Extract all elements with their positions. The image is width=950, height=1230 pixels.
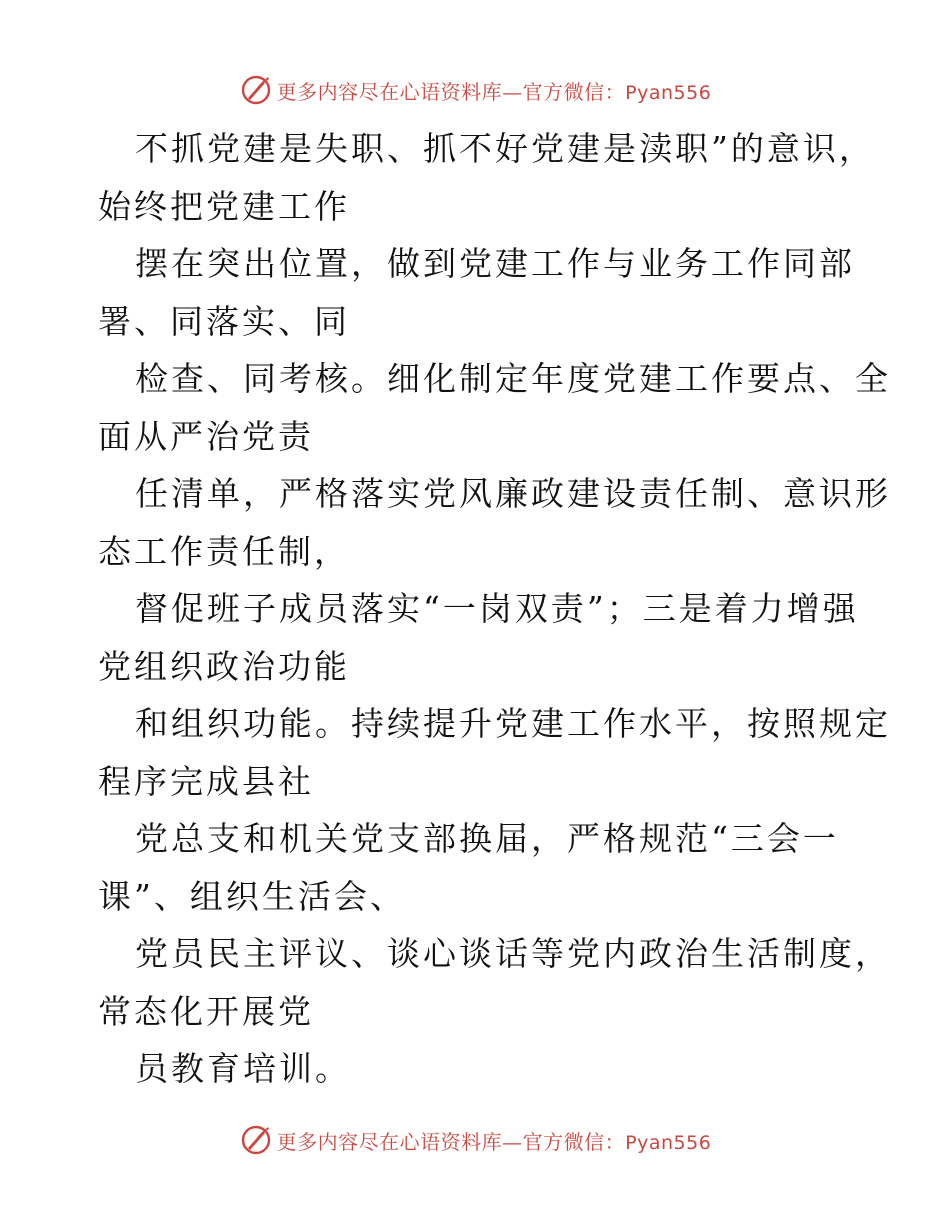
document-line: 任清单，严格落实党风廉政建设责任制、意识形 (135, 474, 891, 513)
document-line: 署、同落实、同 (98, 301, 350, 341)
document-line: 不抓党建是失职、抓不好党建是渎职”的意识， (135, 129, 875, 168)
header-banner (0, 70, 950, 110)
document-line: 常态化开展党 (98, 991, 314, 1031)
document-line: 始终把党建工作 (98, 186, 350, 226)
header-separator: — (502, 79, 523, 104)
document-line: 党组织政治功能 (98, 646, 350, 686)
header-site-text: 更多内容尽在心语资料库 (276, 79, 503, 104)
document-line: 党总支和机关党支部换届，严格规范“三会一 (135, 819, 839, 858)
document-line: 课”、组织生活会、 (98, 876, 406, 916)
footer-banner-text (277, 1126, 712, 1155)
document-line: 督促班子成员落实“一岗双责”；三是着力增强 (135, 589, 859, 628)
document-body (98, 120, 891, 1098)
footer-banner (0, 1120, 950, 1160)
document-line: 摆在突出位置，做到党建工作与业务工作同部 (135, 244, 855, 283)
document-line: 党员民主评议、谈心谈话等党内政治生活制度， (135, 934, 891, 973)
footer-wechat-label: 官方微信： (522, 1129, 626, 1154)
footer-wechat-id: Pyan556 (625, 1131, 712, 1154)
document-line: 检查、同考核。细化制定年度党建工作要点、全 (135, 359, 891, 398)
document-line: 和组织功能。持续提升党建工作水平，按照规定 (135, 704, 891, 743)
footer-site-text: 更多内容尽在心语资料库 (276, 1129, 503, 1154)
header-wechat-id: Pyan556 (625, 81, 712, 104)
document-line: 员教育培训。 (135, 1049, 351, 1088)
header-wechat-label: 官方微信： (522, 79, 626, 104)
document-line: 态工作责任制， (98, 531, 350, 571)
quill-pen-icon (239, 1123, 273, 1157)
document-line: 面从严治党责 (98, 416, 314, 456)
document-line: 程序完成县社 (98, 761, 314, 801)
footer-separator: — (502, 1129, 523, 1154)
header-banner-text (277, 76, 712, 105)
quill-pen-icon (239, 73, 273, 107)
